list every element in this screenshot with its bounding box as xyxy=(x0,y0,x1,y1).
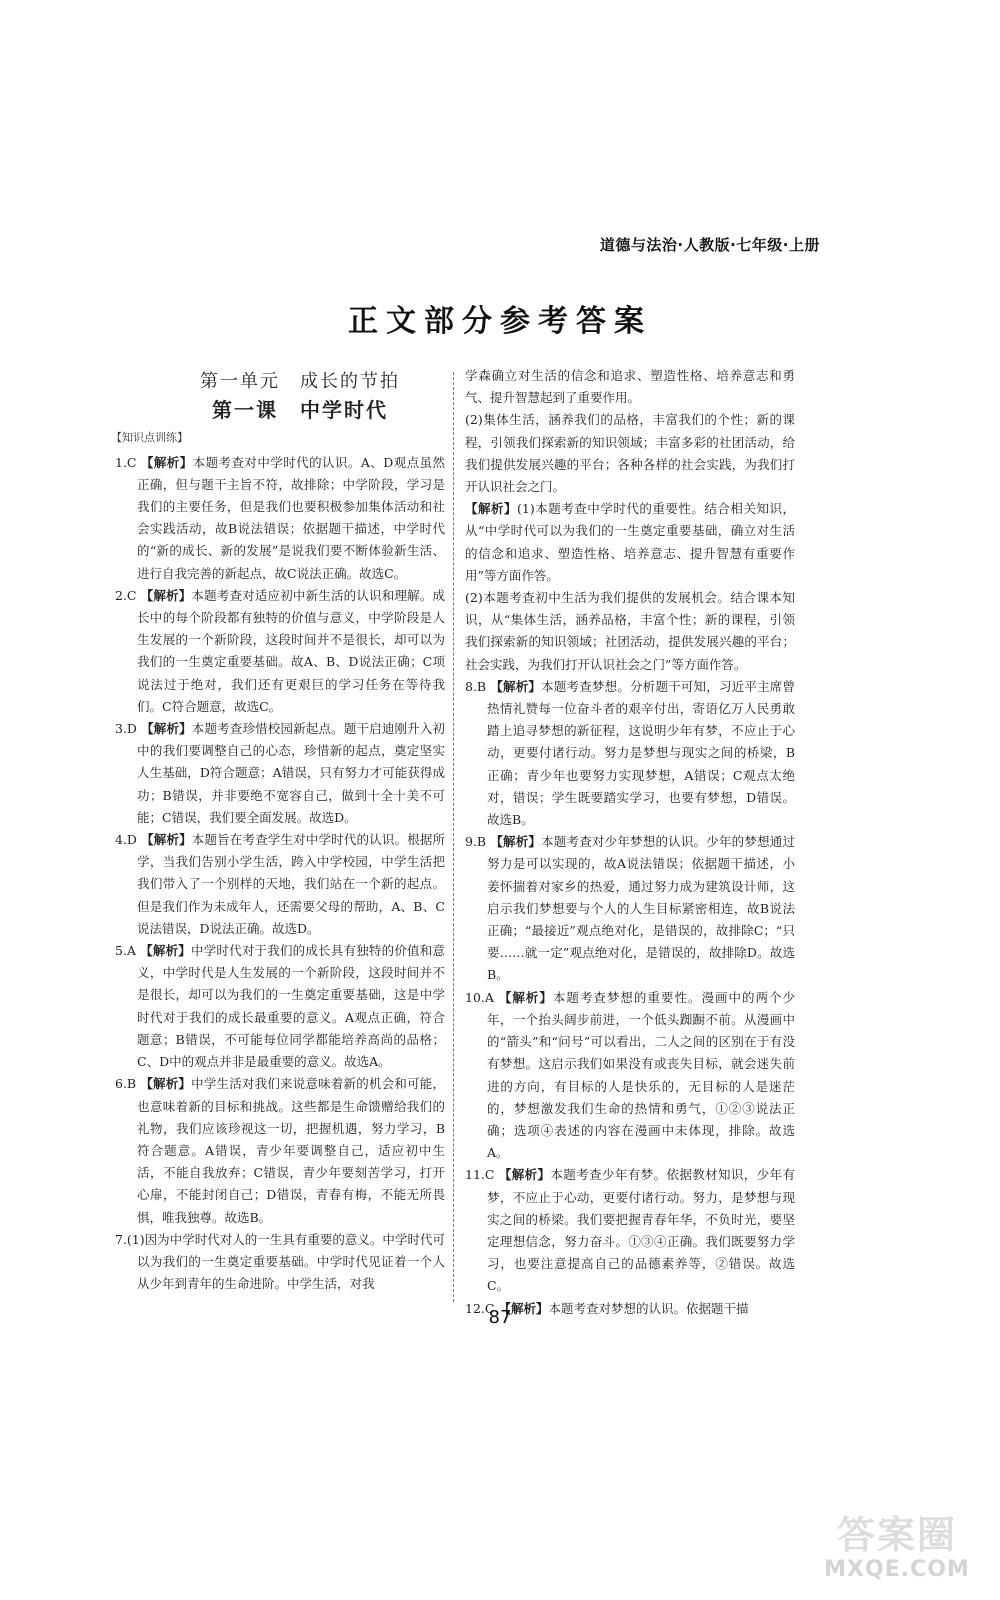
analysis-tag: 【解析】 xyxy=(141,832,192,848)
answer-text: 因为中学时代对人的一生具有重要的意义。中学时代可以为我们的一生奠定重要基础。中学时代见证着一个人从少年到青年的生命进阶。中学生活，对我 xyxy=(137,1231,445,1292)
answer-7-analysis xyxy=(465,498,795,587)
answer-item-7 xyxy=(115,1229,445,1296)
answer-item-2 xyxy=(115,585,445,718)
header-subject: 道德与法治·人教版·七年级·上册 xyxy=(599,236,820,254)
answer-number: 1.C xyxy=(115,454,137,470)
answer-item-1 xyxy=(115,452,445,585)
answer-text: 本题考查对适应初中新生活的认识和理解。成长中的每个阶段都有独特的价值与意义，中学阶段是人生发展的一个新阶段，这段时间并不是很长，却可以为我们的一生奠定重要基础。故A、B、D说法正确；C项说法过于绝对，我们还有更艰巨的学习任务在等待我们。C符合题意，故选C。 xyxy=(137,587,445,714)
answer-number: 4.D xyxy=(115,832,137,848)
watermark-logo-text: 答案圈 xyxy=(836,1513,957,1557)
answer-text: 本题旨在考查学生对中学时代的认识。根据所学，当我们告别小学生活，跨入中学校园，中学生活把我们带入了一个别样的天地，我们站在一个新的起点。但是我们作为未成年人，还需要父母的帮助，A、B、C说法错误，D说法正确。故选D。 xyxy=(137,832,445,936)
main-title: 正文部分参考答案 xyxy=(348,304,652,339)
answer-item-11 xyxy=(465,1164,795,1297)
answer-text: 本题考查对中学时代的认识。A、D观点虽然正确，但与题干主旨不符，故排除；中学阶段，学习是我们的主要任务，但是我们也要积极参加集体活动和社会实践活动，故B说法错误；依据题干描述，中学时代的“新的成长、新的发展”是说我们要不断体验新生活、进行自我完善的新起点，故C说法正确。故选C。 xyxy=(137,454,445,581)
column-divider xyxy=(453,372,454,1302)
analysis-tag: 【解析】 xyxy=(140,1076,192,1092)
answer-text: 中学生活对我们来说意味着新的机会和可能，也意味着新的目标和挑战。这些都是生命馈赠给我们的礼物，我们应该珍视这一切，把握机遇，努力学习，B符合题意。A错误，青少年要调整自己，适应初中生活，不能自我放弃；C错误，青少年要刻苦学习，打开心扉，不能封闭自己；D错误，青春有梅，不能无所畏惧，唯我独尊。故选B。 xyxy=(137,1076,445,1225)
answer-number: 6.B xyxy=(115,1076,137,1092)
analysis-tag: 【解析】 xyxy=(140,587,192,603)
answer-number: 9.B xyxy=(465,834,487,850)
analysis-tag: 【解析】 xyxy=(141,721,192,737)
analysis-tag: 【解析】 xyxy=(490,678,542,694)
answer-text: 本题考查梦想的重要性。漫画中的两个少年，一个抬头阔步前进，一个低头踟蹰不前。从漫画中的“箭头”和“问号”可以看出，二人之间的区别在于有没有梦想。这启示我们如果没有或丧失目标，就会迷失前进的方向，有目标的人是快乐的，无目标的人是迷茫的，梦想激发我们生命的热情和勇气，①②③说法正确；选项④表述的内容在漫画中未体现，排除。故选A。 xyxy=(487,989,795,1161)
analysis-tag: 【解析】 xyxy=(498,989,553,1005)
answer-number: 7.(1) xyxy=(115,1231,145,1247)
answer-text: 本题考查少年有梦。依据教材知识，少年有梦，不应止于心动，更要付诸行动。努力，是梦想与现实之间的桥梁。我们要把握青春年华，不负时光，要坚定理想信念，努力奋斗。①③④正确。我们既要努力学习，也要注意提高自己的品德素养等，②错误。故选C。 xyxy=(487,1167,795,1294)
page-number: 87 xyxy=(488,1307,512,1328)
analysis-text: (1)本题考查中学时代的重要性。结合相关知识，从“中学时代可以为我们的一生奠定重要基础，确立对生活的信念和追求、塑造性格、培养意志、提升智慧有重要作用”等方面作答。 xyxy=(465,501,795,583)
answer-number: 5.A xyxy=(115,943,136,959)
answer-item-5 xyxy=(115,940,445,1073)
analysis-tag: 【解析】 xyxy=(498,1300,549,1316)
watermark-url: MXQE.COM xyxy=(824,1557,970,1582)
answer-number: 8.B xyxy=(465,678,487,694)
answer-item-4 xyxy=(115,829,445,940)
analysis-tag: 【解析】 xyxy=(140,454,193,470)
left-column xyxy=(111,365,445,1295)
answer-item-3 xyxy=(115,718,445,829)
unit-title: 第一单元 成长的节拍 xyxy=(200,371,400,392)
answer-7-part-2: (2)集体生活，涵养我们的品格，丰富我们的个性；新的课程，引领我们探索新的知识领域；丰富多彩的社团活动，给我们提供发展兴趣的平台；各种各样的社会实践，为我们打开认识社会之门。 xyxy=(465,412,795,495)
answer-item-10 xyxy=(465,987,795,1165)
answer-7-analysis-2: (2)本题考查初中生活为我们提供的发展机会。结合课本知识，从“集体生活，涵养品格，丰富个性；新的课程，引领我们探索新的知识领域；社团活动，提供发展兴趣的平台；社会实践，为我们打开认识社会之门”等方面作答。 xyxy=(465,590,795,672)
section-label: 【知识点训练】 xyxy=(111,431,188,445)
answer-number: 11.C xyxy=(465,1167,495,1183)
answer-text: 本题考查对少年梦想的认识。少年的梦想通过努力是可以实现的，故A说法错误；依据题干描述，小姜怀揣着对家乡的热爱，通过努力成为建筑设计师，这启示我们梦想要与个人的人生目标紧密相连，故B说法正确；“最接近”观点绝对化，是错误的，故排除C；“只要……就一定”观点绝对化，是错误的，故排除D。故选B。 xyxy=(487,834,795,983)
analysis-tag: 【解析】 xyxy=(140,943,191,959)
watermark-logo xyxy=(812,1513,982,1588)
analysis-tag: 【解析】 xyxy=(490,834,542,850)
answer-item-6 xyxy=(115,1073,445,1228)
answer-text: 本题考查珍惜校园新起点。题干启迪刚升入初中的我们要调整自己的心态，珍惜新的起点，奠定坚实人生基础，D符合题意；A错误，只有努力才可能获得成功；B错误，并非要绝不宽容自己，做到十全十美不可能；C错误，我们要全面发展。故选D。 xyxy=(137,721,445,825)
answer-item-9 xyxy=(465,831,795,986)
answer-number: 10.A xyxy=(465,989,494,1005)
right-column xyxy=(465,365,795,1320)
answer-item-8 xyxy=(465,676,795,831)
analysis-tag: 【解析】 xyxy=(465,501,518,517)
answer-text: 本题考查对梦想的认识。依据题干描 xyxy=(548,1300,749,1316)
lesson-title: 第一课 中学时代 xyxy=(212,398,388,423)
answer-number: 12.C xyxy=(465,1300,495,1316)
answer-number: 3.D xyxy=(115,721,137,737)
answer-continuation: 学森确立对生活的信念和追求、塑造性格、培养意志和勇气、提升智慧起到了重要作用。 xyxy=(465,368,795,406)
answer-number: 2.C xyxy=(115,587,137,603)
answer-text: 中学时代对于我们的成长具有独特的价值和意义，中学时代是人生发展的一个新阶段，这段时间并不是很长，却可以为我们的一生奠定重要基础，这是中学时代对于我们的成长最重要的意义。A观点正确，符合题意；B错误，不可能每位同学都能培养高尚的品格；C、D中的观点并非是最重要的意义。故选A。 xyxy=(137,943,445,1070)
answer-text: 本题考查梦想。分析题干可知，习近平主席曾热情礼赞每一位奋斗者的艰辛付出，寄语亿万人民勇敢踏上追寻梦想的新征程，这说明少年有梦，不应止于心动，更要付诸行动。努力是梦想与现实之间的桥梁，B正确；青少年也要努力实现梦想，A错误；C观点太绝对，错误；学生既要踏实学习，也要有梦想，D错误。故选B。 xyxy=(487,678,795,828)
analysis-tag: 【解析】 xyxy=(498,1167,551,1183)
